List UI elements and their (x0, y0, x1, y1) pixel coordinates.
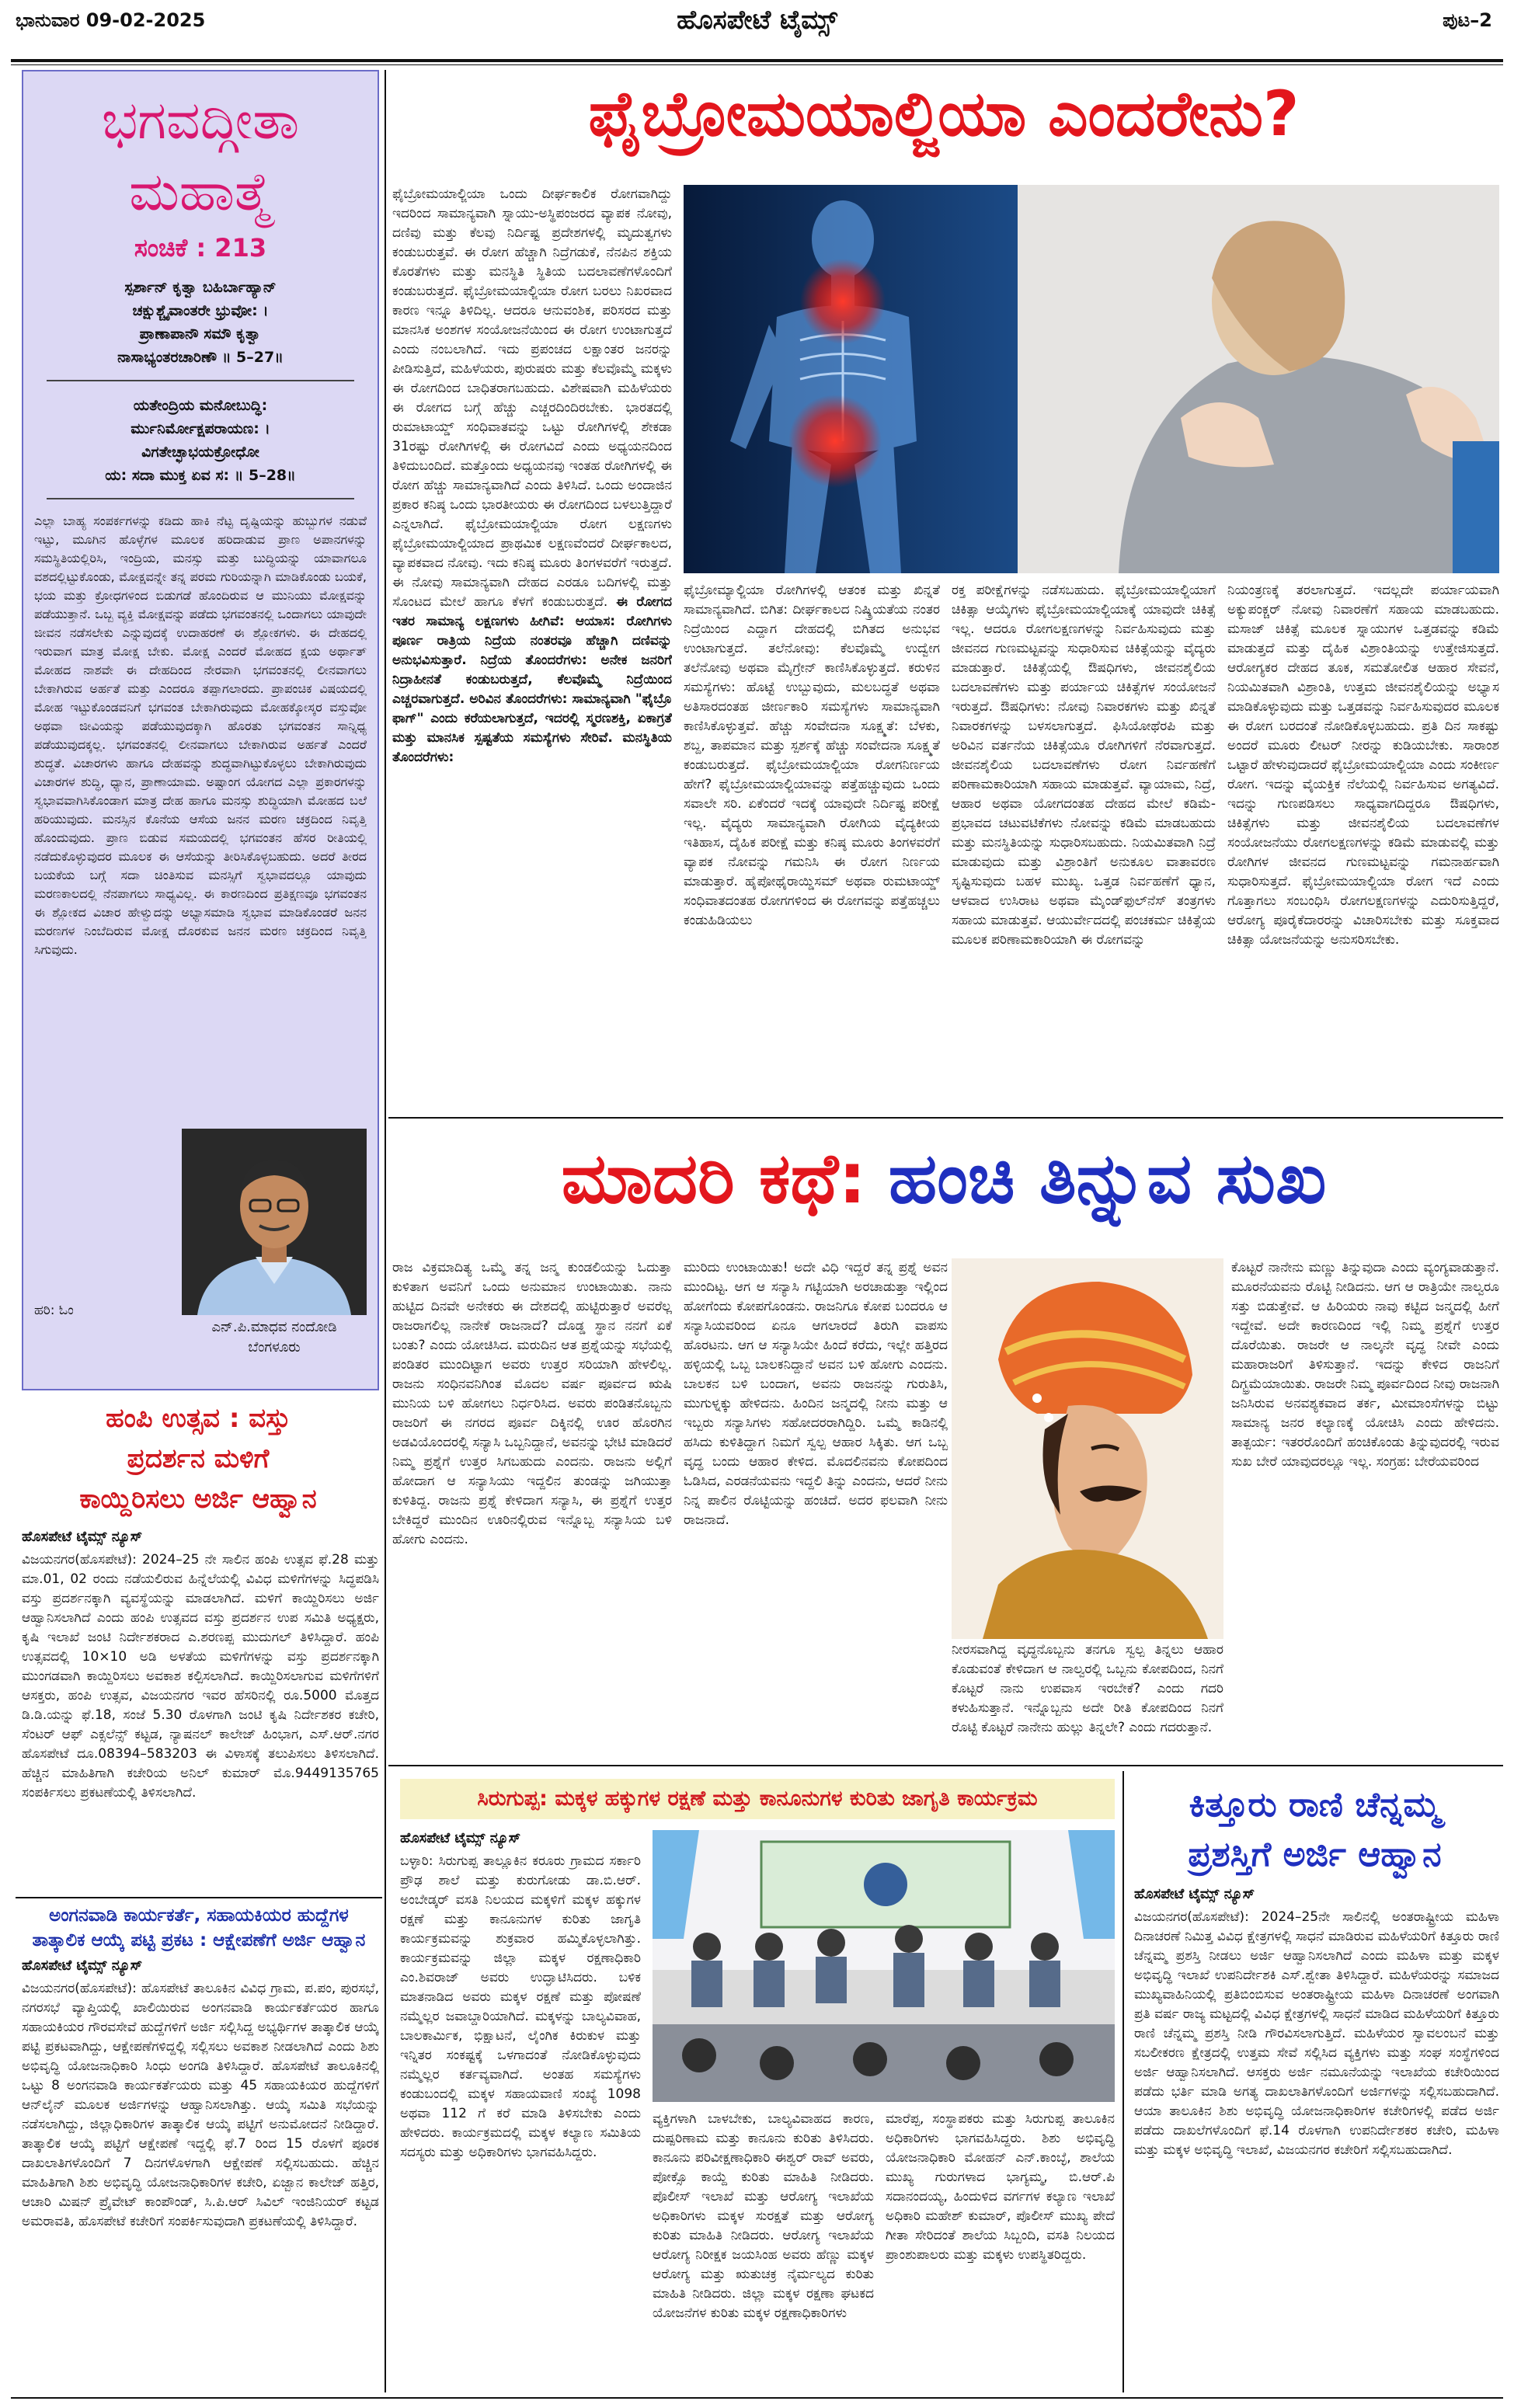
story-column-2: ಮುರಿದು ಉಂಟಾಯಿತು! ಅದೇ ವಿಧಿ ಇದ್ದರೆ ತನ್ನ ಪ್ರಶ್ನೆ ಅವನ ಮುಂದಿಟ್ಟ. ಆಗ ಆ ಸನ್ಯಾಸಿ ಗಟ್ಟಿಯಾಗಿ ಅರಚಾಡುತ್ತಾ ಇಲ್ಲಿಂದ ಹೋಗೆಂದು ಕೋಪಗೊಂಡನು. ರಾಜನಿಗೂ ಕೋಪ ಬಂದರೂ ಆ ಸನ್ಯಾಸಿಯವರಿಂದ ಏನೂ ಆಗಲಾರದೆ ತಿರುಗಿ ವಾಪಸು ಹೊರಟನು. ಆಗ ಆ ಸನ್ಯಾಸಿಯೇ ಹಿಂದೆ ಕರೆದು, ಇಲ್ಲೇ ಹತ್ತಿರದ ಹಳ್ಳಿಯಲ್ಲಿ ಒಬ್ಬ ಬಾಲಕನಿದ್ದಾನೆ ಅವನ ಬಳಿ ಹೋಗು ಎಂದನು. ಬಾಲಕನ ಬಳಿ ಬಂದಾಗ, ಅವನು ರಾಜನನ್ನು ಗುರುತಿಸಿ, ಮುಗುಳ್ನಕ್ಕು ಹೇಳಿದನು. ಹಿಂದಿನ ಜನ್ಮದಲ್ಲಿ ನೀನು ಮತ್ತು ಆ ಇಬ್ಬರು ಸನ್ಯಾಸಿಗಳು ಸಹೋದರರಾಗಿದ್ದಿರಿ. ಒಮ್ಮೆ ಕಾಡಿನಲ್ಲಿ ಹಸಿದು ಕುಳಿತಿದ್ದಾಗ ನಿಮಗೆ ಸ್ವಲ್ಪ ಆಹಾರ ಸಿಕ್ಕಿತು. ಆಗ ಒಬ್ಬ ವೃದ್ಧ ಬಂದು ಆಹಾರ ಕೇಳಿದ. ಮೊದಲಿನವನು ಕೋಪದಿಂದ ಓಡಿಸಿದ, ಎರಡನೆಯವನು ಇದ್ದಲಿ ತಿನ್ನು ಎಂದನು, ಆದರೆ ನೀನು ನಿನ್ನ ಪಾಲಿನ ರೊಟ್ಟಿಯನ್ನು ಹಂಚಿದೆ. ಅದರ ಫಲವಾಗಿ ನೀನು ರಾಜನಾದೆ. (684, 1260, 948, 1528)
siruguppa-headline: ಸಿರುಗುಪ್ಪ: ಮಕ್ಕಳ ಹಕ್ಕುಗಳ ರಕ್ಷಣೆ ಮತ್ತು ಕಾನೂನುಗಳ ಕುರಿತು ಜಾಗೃತಿ ಕಾರ್ಯಕ್ರಮ (400, 1779, 1115, 1819)
section-rule (16, 1897, 382, 1898)
gita-verse-1: ಸ್ಪರ್ಶಾನ್ ಕೃತ್ವಾ ಬಹಿರ್ಬಾಹ್ಯಾನ್ ಚಕ್ಷುಶ್ಚೈವಾಂತರೇ ಭ್ರುವೋ: । ಪ್ರಾಣಾಪಾನೌ ಸಮೌ ಕೃತ್ವಾ ನಾಸಾಭ್ಯಂತರಚಾರಿಣೌ ॥ 5–27॥ (117, 279, 284, 366)
siruguppa-column-1: ಬಳ್ಳಾರಿ: ಸಿರುಗುಪ್ಪ ತಾಲ್ಲೂಕಿನ ಕರೂರು ಗ್ರಾಮದ ಸರ್ಕಾರಿ ಪ್ರೌಢ ಶಾಲೆ ಮತ್ತು ಕುರುಗೋಡು ಡಾ.ಬಿ.ಆರ್. ಅಂಬೇಡ್ಕರ್ ವಸತಿ ನಿಲಯದ ಮಕ್ಕಳಿಗೆ ಮಕ್ಕಳ ಹಕ್ಕುಗಳ ರಕ್ಷಣೆ ಮತ್ತು ಕಾನೂನುಗಳ ಕುರಿತು ಜಾಗೃತಿ ಕಾರ್ಯಕ್ರಮವನ್ನು ಶುಕ್ರವಾರ ಹಮ್ಮಿಕೊಳ್ಳಲಾಗಿತ್ತು. ಕಾರ್ಯಕ್ರಮವನ್ನು ಜಿಲ್ಲಾ ಮಕ್ಕಳ ರಕ್ಷಣಾಧಿಕಾರಿ ಎಂ.ಶಿವರಾಜ್ ಅವರು ಉದ್ಘಾಟಿಸಿದರು. ಬಳಿಕ ಮಾತನಾಡಿದ ಅವರು ಮಕ್ಕಳ ರಕ್ಷಣೆ ಮತ್ತು ಪೋಷಣೆ ನಮ್ಮೆಲ್ಲರ ಜವಾಬ್ದಾರಿಯಾಗಿದೆ. ಮಕ್ಕಳನ್ನು ಬಾಲ್ಯವಿವಾಹ, ಬಾಲಕಾರ್ಮಿಕ, ಭಿಕ್ಷಾಟನೆ, ಲೈಂಗಿಕ ಕಿರುಕುಳ ಮತ್ತು ಇನ್ನಿತರ ಸಂಕಷ್ಟಕ್ಕೆ ಒಳಗಾದಂತೆ ನೋಡಿಕೊಳ್ಳುವುದು ನಮ್ಮೆಲ್ಲರ ಕರ್ತವ್ಯವಾಗಿದೆ. ಅಂತಹ ಸಮಸ್ಯೆಗಳು ಕಂಡುಬಂದಲ್ಲಿ ಮಕ್ಕಳ ಸಹಾಯವಾಣಿ ಸಂಖ್ಯೆ 1098 ಅಥವಾ 112 ಗೆ ಕರೆ ಮಾಡಿ ತಿಳಿಸಬೇಕು ಎಂದು ಹೇಳಿದರು. ಕಾರ್ಯಕ್ರಮದಲ್ಲಿ ಮಕ್ಕಳ ಕಲ್ಯಾಣ ಸಮಿತಿಯ ಸದಸ್ಯರು ಮತ್ತು ಅಧಿಕಾರಿಗಳು ಭಾಗವಹಿಸಿದ್ದರು. (400, 1853, 641, 2160)
masthead-rule-thin (11, 64, 1503, 65)
story-column-4: ಕೊಟ್ಟರೆ ನಾನೇನು ಮಣ್ಣು ತಿನ್ನುವುದಾ ಎಂದು ವ್ಯಂಗ್ಯವಾಡುತ್ತಾನೆ. ಮೂರನೆಯವನು ರೊಟ್ಟಿ ನೀಡಿದನು. ಆಗ ಆ ರಾತ್ರಿಯೇ ನಾಲ್ವರೂ ಸತ್ತು ಬಿಡುತ್ತೇವೆ. ಆ ಹಿರಿಯರು ನಾವು ಕಟ್ಟಿದ ಜನ್ಮದಲ್ಲಿ ಹೀಗೆ ಇದ್ದೇವೆ. ಅದೇ ಕಾರಣದಿಂದ ಇಲ್ಲಿ ನಿಮ್ಮ ಪ್ರಶ್ನೆಗೆ ಉತ್ತರ ದೊರೆಯಿತು. ರಾಜರೇ ಆ ನಾಲ್ಕನೇ ವೃದ್ಧ ನೀವೇ ಎಂದು ಮಹಾರಾಜರಿಗೆ ತಿಳಿಸುತ್ತಾನೆ. ಇದನ್ನು ಕೇಳಿದ ರಾಜನಿಗೆ ದಿಗ್ಭ್ರಮೆಯಾಯಿತು. ರಾಜರೇ ನಿಮ್ಮ ಪೂರ್ವದಿಂದ ನೀವು ರಾಜನಾಗಿ ಜನಿಸಿರುವ ಅನವಶ್ಯಕವಾದ ತರ್ಕ, ಮೀಮಾಂಸೆಗಳನ್ನು ಬಿಟ್ಟು ಸಾಮಾನ್ಯ ಜನರ ಕಲ್ಯಾಣಕ್ಕೆ ಯೋಚಿಸಿ ಎಂದು ಹೇಳಿದನು. ತಾತ್ಪರ್ಯ: ಇತರರೊಂದಿಗೆ ಹಂಚಿಕೊಂಡು ತಿನ್ನುವುದರಲ್ಲಿ ಇರುವ ಸುಖ ಬೇರೆ ಯಾವುದರಲ್ಲೂ ಇಲ್ಲ. ಸಂಗ್ರಹ: ಬೇರೆಯವರಿಂದ (1231, 1260, 1499, 1470)
newspaper-title: ಹೊಸಪೇಟೆ ಟೈಮ್ಸ್ (677, 5, 837, 36)
anganwadi-body: ವಿಜಯನಗರ(ಹೊಸಪೇಟೆ): ಹೊಸಪೇಟೆ ತಾಲೂಕಿನ ವಿವಿಧ ಗ್ರಾಮ, ಪ.ಪಂ, ಪುರಸಭೆ, ನಗರಸಭೆ ವ್ಯಾಪ್ತಿಯಲ್ಲಿ ಖಾಲಿಯಿರುವ ಅಂಗನವಾಡಿ ಕಾರ್ಯಕರ್ತೆಯರ ಹಾಗೂ ಸಹಾಯಕಿಯರ ಗೌರವಸೇವೆ ಹುದ್ದೆಗಳಿಗೆ ಅರ್ಜಿ ಸಲ್ಲಿಸಿದ್ದ ಅಭ್ಯರ್ಥಿಗಳ ತಾತ್ಕಾಲಿಕ ಆಯ್ಕೆ ಪಟ್ಟಿ ಪ್ರಕಟವಾಗಿದ್ದು, ಆಕ್ಷೇಪಣೆಗಳಿದ್ದಲ್ಲಿ ಸಲ್ಲಿಸಲು ಅವಕಾಶ ನೀಡಲಾಗಿದೆ ಎಂದು ಶಿಶು ಅಭಿವೃದ್ಧಿ ಯೋಜನಾಧಿಕಾರಿ ಸಿಂಧು ಅಂಗಡಿ ತಿಳಿಸಿದ್ದಾರೆ. ಹೊಸಪೇಟೆ ತಾಲೂಕಿನಲ್ಲಿ ಒಟ್ಟು 8 ಅಂಗನವಾಡಿ ಕಾರ್ಯಕರ್ತೆಯರು ಮತ್ತು 45 ಸಹಾಯಕಿಯರ ಹುದ್ದೆಗಳಿಗೆ ಆನ್‌ಲೈನ್ ಮೂಲಕ ಅರ್ಜಿಗಳನ್ನು ಆಹ್ವಾನಿಸಲಾಗಿತ್ತು. ಆಯ್ಕೆ ಸಮಿತಿ ಸಭೆಯನ್ನು ನಡೆಸಲಾಗಿದ್ದು, ಜಿಲ್ಲಾಧಿಕಾರಿಗಳ ತಾತ್ಕಾಲಿಕ ಆಯ್ಕೆ ಪಟ್ಟಿಗೆ ಅನುಮೋದನೆ ನೀಡಿದ್ದಾರೆ. ತಾತ್ಕಾಲಿಕ ಆಯ್ಕೆ ಪಟ್ಟಿಗೆ ಆಕ್ಷೇಪಣೆ ಇದ್ದಲ್ಲಿ ಫೆ.7 ರಿಂದ 15 ರೊಳಗೆ ಪೂರಕ ದಾಖಲಾತಿಗಳೊಂದಿಗೆ 7 ದಿನಗಳೊಳಗಾಗಿ ಆಕ್ಷೇಪಣೆ ಸಲ್ಲಿಸಬಹುದು. ಹೆಚ್ಚಿನ ಮಾಹಿತಿಗಾಗಿ ಶಿಶು ಅಭಿವೃದ್ಧಿ ಯೋಜನಾಧಿಕಾರಿಗಳ ಕಚೇರಿ, ಏಜ್ಬಾನ ಕಾಲೇಜ್ ಹತ್ತಿರ, ಆಚಾರಿ ಮಿಷನ್ ಪ್ರೈವೇಟ್ ಕಾಂಪೌಂಡ್, ಸಿ.ಪಿ.ಆರ್ ಸಿವಿಲ್ ಇಂಜಿನಿಯರ್ ಕಟ್ಟಡ ಅಮರಾವತಿ, ಹೊಸಪೇಟೆ ಕಚೇರಿಗೆ ಸಂಪರ್ಕಿಸುವುದಾಗಿ ಪ್ರಕಟಣೆಯಲ್ಲಿ ತಿಳಿಸಿದ್ದಾರೆ. (22, 1981, 379, 2229)
kittur-body: ವಿಜಯನಗರ(ಹೊಸಪೇಟೆ): 2024–25ನೇ ಸಾಲಿನಲ್ಲಿ ಅಂತರಾಷ್ಟ್ರೀಯ ಮಹಿಳಾ ದಿನಾಚರಣೆ ನಿಮಿತ್ತ ವಿವಿಧ ಕ್ಷೇತ್ರಗಳಲ್ಲಿ ಸಾಧನೆ ಮಾಡಿರುವ ಮಹಿಳೆಯರಿಗೆ ಕಿತ್ತೂರು ರಾಣಿ ಚೆನ್ನಮ್ಮ ಪ್ರಶಸ್ತಿ ನೀಡಲು ಅರ್ಜಿ ಆಹ್ವಾನಿಸಲಾಗಿದೆ ಎಂದು ಮಹಿಳಾ ಮತ್ತು ಮಕ್ಕಳ ಅಭಿವೃದ್ಧಿ ಇಲಾಖೆ ಉಪನಿರ್ದೇಶಕಿ ಎಸ್.ಶ್ವೇತಾ ತಿಳಿಸಿದ್ದಾರೆ. ಮಹಿಳೆಯರನ್ನು ಸಮಾಜದ ಮುಖ್ಯವಾಹಿನಿಯಲ್ಲಿ ಪ್ರತಿಬಿಂಬಿಸುವ ಅಂತರಾಷ್ಟ್ರೀಯ ಮಹಿಳಾ ದಿನಾಚರಣೆ ಅಂಗವಾಗಿ ಪ್ರತಿ ವರ್ಷ ರಾಜ್ಯ ಮಟ್ಟದಲ್ಲಿ ವಿವಿಧ ಕ್ಷೇತ್ರಗಳಲ್ಲಿ ಸಾಧನೆ ಮಾಡಿದ ಮಹಿಳೆಯರಿಗೆ ಕಿತ್ತೂರು ರಾಣಿ ಚೆನ್ನಮ್ಮ ಪ್ರಶಸ್ತಿ ನೀಡಿ ಗೌರವಿಸಲಾಗುತ್ತಿದೆ. ಮಹಿಳೆಯರ ಸ್ವಾವಲಂಬನೆ ಮತ್ತು ಸಬಲೀಕರಣ ಕ್ಷೇತ್ರದಲ್ಲಿ ಉತ್ತಮ ಸೇವೆ ಸಲ್ಲಿಸಿದ ವ್ಯಕ್ತಿಗಳು ಮತ್ತು ಸಂಘ ಸಂಸ್ಥೆಗಳಿಂದ ಅರ್ಜಿ ಆಹ್ವಾನಿಸಲಾಗಿದೆ. ಆಸಕ್ತರು ಅರ್ಜಿ ನಮೂನೆಯನ್ನು ಇಲಾಖೆಯ ಕಚೇರಿಯಿಂದ ಪಡೆದು ಭರ್ತಿ ಮಾಡಿ ಅಗತ್ಯ ದಾಖಲಾತಿಗಳೊಂದಿಗೆ ಅರ್ಜಿಗಳನ್ನು ಸಲ್ಲಿಸಬಹುದಾಗಿದೆ. ಆಯಾ ತಾಲೂಕಿನ ಶಿಶು ಅಭಿವೃದ್ಧಿ ಯೋಜನಾಧಿಕಾರಿಗಳ ಕಚೇರಿಗಳಲ್ಲಿ ಪಡೆದ ಅರ್ಜಿ ಪಡೆದು ದಾಖಲೆಗಳೊಂದಿಗೆ ಫೆ.14 ರೊಳಗಾಗಿ ಉಪನಿರ್ದೇಶಕರ ಕಚೇರಿ, ಮಹಿಳಾ ಮತ್ತು ಮಕ್ಕಳ ಅಭಿವೃದ್ಧಿ ಇಲಾಖೆ, ವಿಜಯನಗರ ಕಚೇರಿಗೆ ಸಲ್ಲಿಸಬಹುದಾಗಿದೆ. (1134, 1909, 1499, 2158)
anganwadi-headline: ಅಂಗನವಾಡಿ ಕಾರ್ಯಕರ್ತೆ, ಸಹಾಯಕಿಯರ ಹುದ್ದೆಗಳ ತಾತ್ಕಾಲಿಕ ಆಯ್ಕೆ ಪಟ್ಟಿ ಪ್ರಕಟ : ಆಕ್ಷೇಪಣೆಗೆ ಅರ್ಜಿ ಆಹ್ವಾನ (32, 1905, 366, 1950)
footer-rule (11, 2397, 1503, 2399)
story-column-1: ರಾಜ ವಿಕ್ರಮಾದಿತ್ಯ ಒಮ್ಮೆ ತನ್ನ ಜನ್ಮ ಕುಂಡಲಿಯನ್ನು ಓದುತ್ತಾ ಕುಳಿತಾಗ ಅವನಿಗೆ ಒಂದು ಅನುಮಾನ ಉಂಟಾಯಿತು. ನಾನು ಹುಟ್ಟಿದ ದಿನವೇ ಅನೇಕರು ಈ ದೇಶದಲ್ಲಿ ಹುಟ್ಟಿರುತ್ತಾರೆ ಅವರೆಲ್ಲ ರಾಜರಾಗಲಿಲ್ಲ ನಾನೇಕೆ ರಾಜನಾದೆ? ದೊಡ್ಡ ಸ್ಥಾನ ನನಗೆ ಏಕೆ ಬಂತು? ಎಂದು ಯೋಚಿಸಿದ. ಮರುದಿನ ಆತ ಪ್ರಶ್ನೆಯನ್ನು ಸಭೆಯಲ್ಲಿ ಪಂಡಿತರ ಮುಂದಿಟ್ಟಾಗ ಅವರು ಉತ್ತರ ಸರಿಯಾಗಿ ಹೇಳಲಿಲ್ಲ. ರಾಜನು ಸಂಧಿನವನಿಗಿಂತ ಮೊದಲ ವರ್ಷ ಪೂರ್ವದ ಋಷಿ ಮುನಿಯ ಬಳಿ ಹೋಗಲು ನಿರ್ಧರಿಸಿದ. ಅವರು ಪಂಡಿತನೊಬ್ಬನು ರಾಜರಿಗೆ ಈ ನಗರದ ಪೂರ್ವ ದಿಕ್ಕಿನಲ್ಲಿ ಊರ ಹೊರಗಿನ ಅಡವಿಯೊಂದರಲ್ಲಿ ಸನ್ಯಾಸಿ ಒಬ್ಬನಿದ್ದಾನೆ, ಅವನನ್ನು ಭೇಟಿ ಮಾಡಿದರೆ ನಿಮ್ಮ ಪ್ರಶ್ನೆಗೆ ಉತ್ತರ ಸಿಗಬಹುದು ಎಂದನು. ರಾಜನು ಅಲ್ಲಿಗೆ ಹೋದಾಗ ಆ ಸನ್ಯಾಸಿಯು ಇದ್ದಲಿನ ತುಂಡನ್ನು ಜಗಿಯುತ್ತಾ ಕುಳಿತಿದ್ದ. ರಾಜನು ಪ್ರಶ್ನೆ ಕೇಳಿದಾಗ ಸನ್ಯಾಸಿ, ಈ ಪ್ರಶ್ನೆಗೆ ಉತ್ತರ ಬೇಕಿದ್ದರೆ ಮುಂದಿನ ಊರಿನಲ್ಲಿರುವ ಇನ್ನೊಬ್ಬ ಸನ್ಯಾಸಿಯ ಬಳಿ ಹೋಗು ಎಂದನು. (392, 1260, 672, 1547)
section-rule (388, 1765, 1503, 1766)
story-column-3: ನೀರಸವಾಗಿದ್ದ ವೃದ್ಧನೊಬ್ಬನು ತನಗೂ ಸ್ವಲ್ಪ ತಿನ್ನಲು ಆಹಾರ ಕೊಡುವಂತೆ ಕೇಳಿದಾಗ ಆ ನಾಲ್ವರಲ್ಲಿ ಒಬ್ಬನು ಕೋಪದಿಂದ, ನಿನಗೆ ಕೊಟ್ಟರೆ ನಾನು ಉಪವಾಸ ಇರಬೇಕೆ? ಎಂದು ಗದರಿ ಕಳುಹಿಸುತ್ತಾನೆ. ಇನ್ನೊಬ್ಬನು ಅದೇ ರೀತಿ ಕೋಪದಿಂದ ನಿನಗೆ ರೊಟ್ಟಿ ಕೊಟ್ಟರೆ ನಾನೇನು ಹುಲ್ಲು ತಿನ್ನಲೇ? ಎಂದು ಗದರುತ್ತಾನೆ. (952, 1642, 1223, 1735)
kittur-byline: ಹೊಸಪೇಟೆ ಟೈಮ್ಸ್ ನ್ಯೂಸ್ (1134, 1886, 1255, 1902)
gita-title: ಭಗವದ್ಗೀತಾ ಮಹಾತ್ಮೆ (101, 90, 300, 223)
fibro-photo (684, 185, 1499, 573)
gita-commentary: ಎಲ್ಲಾ ಬಾಹ್ಯ ಸಂಪರ್ಕಗಳನ್ನು ಕಡಿದು ಹಾಕಿ ನೆಟ್ಟ ದೃಷ್ಟಿಯನ್ನು ಹುಬ್ಬುಗಳ ನಡುವೆ ಇಟ್ಟು, ಮೂಗಿನ ಹೊಳ್ಳೆಗಳ ಮೂಲಕ ಹರಿದಾಡುವ ಪ್ರಾಣ ಅಪಾನಗಳನ್ನು ಸಮಸ್ಥಿತಿಯಲ್ಲಿರಿಸಿ, ಇಂದ್ರಿಯ, ಮನಸ್ಸು ಮತ್ತು ಬುದ್ಧಿಯನ್ನು ಯಾವಾಗಲೂ ವಶದಲ್ಲಿಟ್ಟುಕೊಂಡು, ಮೋಕ್ಷವನ್ನೇ ತನ್ನ ಪರಮ ಗುರಿಯನ್ನಾಗಿ ಮಾಡಿಕೊಂಡು ಬಯಕೆ, ಭಯ ಮತ್ತು ಕ್ರೋಧಗಳಿಂದ ಬಿಡುಗಡೆ ಹೊಂದಿರುವ ಆ ಮುನಿಯು ಮೋಕ್ಷವನ್ನು ಪಡೆಯುತ್ತಾನೆ. ಒಬ್ಬ ವ್ಯಕ್ತಿ ಮೋಕ್ಷವನ್ನು ಪಡೆದು ಭಗವಂತನಲ್ಲಿ ಒಂದಾಗಲು ಯಾವುದೇ ಜೀವನ ನಡೆಸಲೇಕು ಎನ್ನುವುದಕ್ಕೆ ಉದಾಹರಣೆ ಈ ಶ್ಲೋಕಗಳು. ಈ ದೇಹದಲ್ಲಿ ಇರುವಾಗ ಮಾತ್ರ ಮೋಕ್ಷ ಬೇಕು. ಮೋಕ್ಷ ಎಂದರೆ ಮೋಹದ ಕ್ಷಯ ಅರ್ಥಾತ್ ಮೋಹದ ನಾಶವೇ ಈ ದೇಹದಿಂದ ನೇರವಾಗಿ ಭಗವಂತನಲ್ಲಿ ಲೀನವಾಗಲು ಬೇಕಾಗಿರುವ ಅರ್ಹತೆ ಮತ್ತು ಎಂದರೂ ತಪ್ಪಾಗಲಾರದು. ಪ್ರಾಪಂಚಿಕ ವಿಷಯದಲ್ಲಿ ಮೋಹ ಇಟ್ಟುಕೊಂಡವನಿಗೆ ಭಗವಂತ ಬೇಕಾಗಿರುವುದು ಮೋಹಕ್ಕೋಸ್ಕರ ವಸ್ತುವೋ ಅಥವಾ ಜೀವಿಯನ್ನು ಪಡೆಯುವುದಕ್ಕಾಗಿ ಹೊರತು ಭಗವಂತನ ಸಾನ್ನಿಧ್ಯ ಪಡೆಯುವುದಕ್ಕಲ್ಲ. ಭಗವಂತನಲ್ಲಿ ಲೀನವಾಗಲು ಬೇಕಾಗಿರುವ ಅರ್ಹತೆ ಎಂದರೆ ಶುದ್ಧತೆ. ವಿಚಾರಗಳು ಹಾಗೂ ದೇಹವನ್ನು ಶುದ್ಧವಾಗಿಟ್ಟುಕೊಳ್ಳಲು ಬೇಕಾಗಿರುವುದು ವಿಚಾರಗಳ ಶುದ್ಧಿ, ಧ್ಯಾನ, ಪ್ರಾಣಾಯಾಮ. ಅಷ್ಟಾಂಗ ಯೋಗದ ಎಲ್ಲಾ ಪ್ರಕಾರಗಳನ್ನು ಸ್ವಭಾವವಾಗಿಸಿಕೊಂಡಾಗ ಮಾತ್ರ ದೇಹ ಹಾಗೂ ಮನಸ್ಸು ಶುದ್ಧಿಯಾಗಿ ಮೋಹದ ಬಲೆ ಹರಿಯುವುದು. ಮನಸ್ಸಿನ ಕೊನೆಯ ಆಸೆಯ ಜನನ ಮರಣ ಚಕ್ರದಿಂದ ನಿವೃತ್ತಿ ಹೊಂದುವುದು. ಪ್ರಾಣ ಬಿಡುವ ಸಮಯದಲ್ಲಿ ಭಗವಂತನ ಹೆಸರ ರೀತಿಯಲ್ಲಿ ನಡೆದುಕೊಳ್ಳುವುದರ ಮೂಲಕ ಈ ಆಸೆಯನ್ನು ತೀರಿಸಿಕೊಳ್ಳಬಹುದು. ಅದರೆ ತೀರದ ಬಯಕೆಯ ಬಗ್ಗೆ ಸದಾ ಚಿಂತಿಸುವ ಮನಸ್ಸಿಗೆ ಸ್ವಭಾವದಲ್ಲೂ ಯಾವುದು ಮರಣಕಾಲದಲ್ಲಿ ನೆನಪಾಗಲು ಸಾಧ್ಯವಿಲ್ಲ. ಈ ಕಾರಣದಿಂದ ಪ್ರತಿಕ್ಷಣವೂ ಭಗವಂತನ ಈ ಶ್ಲೋಕದ ವಿಚಾರ ಹೇಳ್ವುದನ್ನು ಅಭ್ಯಾಸಮಾಡಿ ಸ್ವಭಾವ ಮಾಡಿಕೊಂಡರೆ ಜನನ ಮರಣಗಳ ನಿಂಬೆದಿರುವ ಮೋಕ್ಷ ದೊರಕುವ ಜನನ ಮರಣ ಚಕ್ರದಿಂದ ನಿವೃತ್ತಿ ಸಿಗುವುದು. (34, 513, 367, 957)
siruguppa-column-2: ವ್ಯಕ್ತಿಗಳಾಗಿ ಬಾಳಬೇಕು, ಬಾಲ್ಯವಿವಾಹದ ಕಾರಣ, ದುಷ್ಪರಿಣಾಮ ಮತ್ತು ಕಾನೂನು ಕುರಿತು ತಿಳಿಸಿದರು. ಕಾನೂನು ಪರಿವೀಕ್ಷಣಾಧಿಕಾರಿ ಈಶ್ವರ್ ರಾವ್ ಅವರು, ಪೋಕ್ಸೊ ಕಾಯ್ದೆ ಕುರಿತು ಮಾಹಿತಿ ನೀಡಿದರು. ಪೊಲೀಸ್ ಇಲಾಖೆ ಮತ್ತು ಆರೋಗ್ಯ ಇಲಾಖೆಯ ಅಧಿಕಾರಿಗಳು ಮಕ್ಕಳ ಸುರಕ್ಷತೆ ಮತ್ತು ಆರೋಗ್ಯ ಕುರಿತು ಮಾಹಿತಿ ನೀಡಿದರು. ಆರೋಗ್ಯ ಇಲಾಖೆಯ ಆರೋಗ್ಯ ನಿರೀಕ್ಷಕ ಜಯಸಿಂಹ ಅವರು ಹೆಣ್ಣು ಮಕ್ಕಳ ಆರೋಗ್ಯ ಮತ್ತು ಋತುಚಕ್ರ ನೈರ್ಮಲ್ಯದ ಕುರಿತು ಮಾಹಿತಿ ನೀಡಿದರು. ಜಿಲ್ಲಾ ಮಕ್ಕಳ ರಕ್ಷಣಾ ಘಟಕದ ಯೋಜನೆಗಳ ಕುರಿತು ಮಕ್ಕಳ ರಕ್ಷಣಾಧಿಕಾರಿಗಳು (653, 2111, 874, 2321)
verse-divider (47, 498, 354, 499)
siruguppa-event-photo (653, 1830, 1115, 2102)
hampi-byline: ಹೊಸಪೇಟೆ ಟೈಮ್ಸ್ ನ್ಯೂಸ್ (22, 1529, 143, 1545)
column-rule (1122, 1771, 1124, 2392)
fibro-column-1: ಫೈಬ್ರೋಮಯಾಲ್ಜಿಯಾ ಒಂದು ದೀರ್ಘಕಾಲಿಕ ರೋಗವಾಗಿದ್ದು ಇದರಿಂದ ಸಾಮಾನ್ಯವಾಗಿ ಸ್ನಾಯು-ಅಸ್ಥಿಪಂಜರದ ವ್ಯಾಪಕ ನೋವು, ದಣಿವು ಮತ್ತು ಕೆಲವು ನಿರ್ದಿಷ್ಟ ಪ್ರದೇಶಗಳಲ್ಲಿ ಮೃದುತ್ವಗಳು ಕಂಡುಬರುತ್ತವೆ. ಈ ರೋಗ ಹೆಚ್ಚಾಗಿ ನಿದ್ರೆಗಡುಕೆ, ನೆನಪಿನ ಶಕ್ತಿಯ ಕೊರತೆಗಳು ಮತ್ತು ಮನಸ್ಥಿತಿ ಸ್ಥಿತಿಯ ಬದಲಾವಣೆಗಳೊಂದಿಗೆ ಕಂಡುಬರುತ್ತದೆ. ಫೈಬ್ರೋಮಯಾಲ್ಜಿಯಾ ರೋಗ ಬರಲು ನಿಖರವಾದ ಕಾರಣ ಇನ್ನೂ ತಿಳಿದಿಲ್ಲ. ಆದರೂ ಆನುವಂಶಿಕ, ಪರಿಸರದ ಮತ್ತು ಮಾನಸಿಕ ಅಂಶಗಳ ಸಂಯೋಜನೆಯಿಂದ ಈ ರೋಗ ಉಂಟಾಗುತ್ತದೆ ಎಂದು ನಂಬಲಾಗಿದೆ. ಇದು ಪ್ರಪಂಚದ ಲಕ್ಷಾಂತರ ಜನರನ್ನು ಪೀಡಿಸುತ್ತಿದೆ, ಮಹಿಳೆಯರು, ಪುರುಷರು ಮತ್ತು ಕೆಲವೊಮ್ಮೆ ಮಕ್ಕಳು ಈ ರೋಗದಿಂದ ಬಾಧಿತರಾಗಬಹುದು. ವಿಶೇಷವಾಗಿ ಮಹಿಳೆಯರು ಈ ರೋಗದ ಬಗ್ಗೆ ಹೆಚ್ಚು ಎಚ್ಚರದಿಂದಿರಬೇಕು. ಭಾರತದಲ್ಲಿ ರುಮಾಟಾಯ್ಡ್ ಸಂಧಿವಾತವನ್ನು ಒಟ್ಟು ರೋಗಿಗಳಲ್ಲಿ ಶೇಕಡಾ 31ರಷ್ಟು ರೋಗಿಗಳಲ್ಲಿ ಈ ರೋಗವಿದೆ ಎಂದು ಅಧ್ಯಯನದಿಂದ ತಿಳಿದುಬಂದಿದೆ. ಮತ್ತೊಂದು ಅಧ್ಯಯನವು ಇಂತಹ ರೋಗಿಗಳಲ್ಲಿ ಈ ರೋಗ ಹೆಚ್ಚು ಸಾಮಾನ್ಯವಾಗಿದೆ ಎಂದು ತಿಳಿಸಿದೆ. ಒಂದು ಅಂದಾಜಿನ ಪ್ರಕಾರ ಕನಿಷ್ಠ ಒಂದು ಭಾರತೀಯರು ಈ ರೋಗದಿಂದ ಬಳಲುತ್ತಿದ್ದಾರೆ ಎನ್ನಲಾಗಿದೆ. ಫೈಬ್ರೋಮಯಾಲ್ಜಿಯಾ ರೋಗ ಲಕ್ಷಣಗಳು ಫೈಬ್ರೋಮಯಾಲ್ಜಿಯಾದ ಪ್ರಾಥಮಿಕ ಲಕ್ಷಣವೆಂದರೆ ದೀರ್ಘಕಾಲದ, ವ್ಯಾಪಕವಾದ ನೋವು. ಇದು ಕನಿಷ್ಠ ಮೂರು ತಿಂಗಳವರೆಗೆ ಇರುತ್ತದೆ. ಈ ನೋವು ಸಾಮಾನ್ಯವಾಗಿ ದೇಹದ ಎರಡೂ ಬದಿಗಳಲ್ಲಿ ಮತ್ತು ಸೊಂಟದ ಮೇಲೆ ಹಾಗೂ ಕೆಳಗೆ ಕಂಡುಬರುತ್ತದೆ. ಈ ರೋಗದ ಇತರ ಸಾಮಾನ್ಯ ಲಕ್ಷಣಗಳು ಹೀಗಿವೆ: ಆಯಾಸ: ರೋಗಿಗಳು ಪೂರ್ಣ ರಾತ್ರಿಯ ನಿದ್ರೆಯ ನಂತರವೂ ಹೆಚ್ಚಾಗಿ ದಣಿವನ್ನು ಅನುಭವಿಸುತ್ತಾರೆ. ನಿದ್ರೆಯ ತೊಂದರೆಗಳು: ಅನೇಕ ಜನರಿಗೆ ನಿದ್ರಾಹೀನತೆ ಕಂಡುಬರುತ್ತದೆ, ಕೆಲವೊಮ್ಮೆ ನಿದ್ರೆಯಿಂದ ಎಚ್ಚರವಾಗುತ್ತದೆ. ಅರಿವಿನ ತೊಂದರೆಗಳು: ಸಾಮಾನ್ಯವಾಗಿ "ಫೈಬ್ರೊ ಫಾಗ್" ಎಂದು ಕರೆಯಲಾಗುತ್ತದೆ, ಇದರಲ್ಲಿ ಸ್ಮರಣಶಕ್ತಿ, ಏಕಾಗ್ರತೆ ಮತ್ತು ಮಾನಸಿಕ ಸ್ಪಷ್ಟತೆಯ ಸಮಸ್ಯೆಗಳು ಸೇರಿವೆ. ಮನಸ್ಥಿತಿಯ ತೊಂದರೆಗಳು: (392, 186, 672, 765)
hampi-headline: ಹಂಪಿ ಉತ್ಸವ : ವಸ್ತು ಪ್ರದರ್ಶನ ಮಳಿಗೆ ಕಾಯ್ದಿರಿಸಲು ಅರ್ಜಿ ಆಹ್ವಾನ (79, 1403, 317, 1515)
masthead-rule (11, 59, 1503, 62)
anganwadi-byline: ಹೊಸಪೇಟೆ ಟೈಮ್ಸ್ ನ್ಯೂಸ್ (22, 1957, 143, 1974)
siruguppa-column-3: ಮಾರೆಪ್ಪ, ಸಂಸ್ಥಾಪಕರು ಮತ್ತು ಸಿರುಗುಪ್ಪ ತಾಲೂಕಿನ ಅಧಿಕಾರಿಗಳು ಭಾಗವಹಿಸಿದ್ದರು. ಶಿಶು ಅಭಿವೃದ್ಧಿ ಯೋಜನಾಧಿಕಾರಿ ಮೋಹನ್ ಎನ್.ಕಾಂಬ್ಳೆ, ಶಾಲೆಯ ಮುಖ್ಯ ಗುರುಗಳಾದ ಭಾಗ್ಯಮ್ಮ, ಬಿ.ಆರ್.ಪಿ ಸದಾನಂದಯ್ಯ, ಹಿಂದುಳಿದ ವರ್ಗಗಳ ಕಲ್ಯಾಣ ಇಲಾಖೆ ಅಧಿಕಾರಿ ಮಹೇಶ್ ಕುಮಾರ್, ಪೊಲೀಸ್ ಮುಖ್ಯ ಪೇದೆ ಗೀತಾ ಸೇರಿದಂತೆ ಶಾಲೆಯ ಸಿಬ್ಬಂದಿ, ವಸತಿ ನಿಲಯದ ಪ್ರಾಂಶುಪಾಲರು ಮತ್ತು ಮಕ್ಕಳು ಉಪಸ್ಥಿತರಿದ್ದರು. (886, 2111, 1115, 2263)
story-headline: ಮಾದರಿ ಕಥೆ: ಹಂಚಿ ತಿನ್ನುವ ಸುಖ (561, 1138, 1327, 1220)
gita-verse-2: ಯತೇಂದ್ರಿಯ ಮನೋಬುದ್ಧಿ: ರ್ಮುನಿರ್ಮೋಕ್ಷಪರಾಯಣ: । ವಿಗತೇಚ್ಛಾಭಯಕ್ರೋಧೋ ಯ: ಸದಾ ಮುಕ್ತ ಏವ ಸ: ॥ 5–28॥ (105, 397, 296, 484)
author-photo (182, 1129, 367, 1315)
fibro-column-2: ಫೈಬ್ರೋಮ್ಯಾಲ್ಜಿಯಾ ರೋಗಿಗಳಲ್ಲಿ ಆತಂಕ ಮತ್ತು ಖಿನ್ನತೆ ಸಾಮಾನ್ಯವಾಗಿದೆ. ಬಿಗಿತ: ದೀರ್ಘಕಾಲದ ನಿಷ್ಕ್ರಿಯತೆಯ ನಂತರ ನಿದ್ರೆಯಿಂದ ಎದ್ದಾಗ ದೇಹದಲ್ಲಿ ಬಿಗಿತದ ಅನುಭವ ಉಂಟಾಗುತ್ತದೆ. ತಲೆನೋವು: ಕೆಲವೊಮ್ಮೆ ಉದ್ವೇಗ ತಲೆನೋವು ಅಥವಾ ಮೈಗ್ರೇನ್ ಕಾಣಿಸಿಕೊಳ್ಳುತ್ತದೆ. ಕರುಳಿನ ಸಮಸ್ಯೆಗಳು: ಹೊಟ್ಟೆ ಉಬ್ಬುವುದು, ಮಲಬದ್ಧತೆ ಅಥವಾ ಅತಿಸಾರದಂತಹ ಜೀರ್ಣಕಾರಿ ಸಮಸ್ಯೆಗಳು ಸಾಮಾನ್ಯವಾಗಿ ಕಾಣಿಸಿಕೊಳ್ಳುತ್ತವೆ. ಹೆಚ್ಚು ಸಂವೇದನಾ ಸೂಕ್ಷ್ಮತೆ: ಬೆಳಕು, ಶಬ್ದ, ತಾಪಮಾನ ಮತ್ತು ಸ್ಪರ್ಶಕ್ಕೆ ಹೆಚ್ಚು ಸಂವೇದನಾ ಸೂಕ್ಷ್ಮತೆ ಕಂಡುಬರುತ್ತದೆ. ಫೈಬ್ರೋಮಯಾಲ್ಜಿಯಾ ರೋಗನಿರ್ಣಯ ಹೇಗೆ? ಫೈಬ್ರೋಮಯಾಲ್ಜಿಯಾವನ್ನು ಪತ್ತೆಹಚ್ಚುವುದು ಒಂದು ಸವಾಲೇ ಸರಿ. ಏಕೆಂದರೆ ಇದಕ್ಕೆ ಯಾವುದೇ ನಿರ್ದಿಷ್ಟ ಪರೀಕ್ಷೆ ಇಲ್ಲ. ವೈದ್ಯರು ಸಾಮಾನ್ಯವಾಗಿ ರೋಗಿಯ ವೈದ್ಯಕೀಯ ಇತಿಹಾಸ, ದೈಹಿಕ ಪರೀಕ್ಷೆ ಮತ್ತು ಕನಿಷ್ಠ ಮೂರು ತಿಂಗಳವರೆಗೆ ವ್ಯಾಪಕ ನೋವನ್ನು ಗಮನಿಸಿ ಈ ರೋಗ ನಿರ್ಣಯ ಮಾಡುತ್ತಾರೆ. ಹೈಪೋಥೈರಾಯ್ಡಿಸಮ್ ಅಥವಾ ರುಮಟಾಯ್ಡ್ ಸಂಧಿವಾತದಂತಹ ರೋಗಗಳಿಂದ ಈ ರೋಗವನ್ನು ಪತ್ತೆಹಚ್ಚಲು ಕಂಡುಹಿಡಿಯಲು (684, 583, 940, 928)
verse-divider (47, 380, 354, 381)
story-king-image (952, 1258, 1223, 1639)
author-caption: ಎನ್.ಪಿ.ಮಾಧವ ನಂದೋಡಿ ಬೆಂಗಳೂರು (211, 1319, 337, 1355)
page-number: ಪುಟ–2 (1443, 9, 1492, 31)
column-rule (385, 70, 386, 1771)
gita-issue-number: ಸಂಚಿಕೆ : 213 (134, 233, 267, 263)
fibro-column-3: ರಕ್ತ ಪರೀಕ್ಷೆಗಳನ್ನು ನಡೆಸಬಹುದು. ಫೈಬ್ರೋಮಯಾಲ್ಜಿಯಾಗೆ ಚಿಕಿತ್ಸಾ ಆಯ್ಕೆಗಳು ಫೈಬ್ರೋಮಯಾಲ್ಜಿಯಾಕ್ಕೆ ಯಾವುದೇ ಚಿಕಿತ್ಸೆ ಇಲ್ಲ. ಆದರೂ ರೋಗಲಕ್ಷಣಗಳನ್ನು ನಿರ್ವಹಿಸುವುದು ಮತ್ತು ಜೀವನದ ಗುಣಮಟ್ಟವನ್ನು ಸುಧಾರಿಸುವ ಚಿಕಿತ್ಸೆಯನ್ನು ವೈದ್ಯರು ಮಾಡುತ್ತಾರೆ. ಚಿಕಿತ್ಸೆಯಲ್ಲಿ ಔಷಧಿಗಳು, ಜೀವನಶೈಲಿಯ ಬದಲಾವಣೆಗಳು ಮತ್ತು ಪರ್ಯಾಯ ಚಿಕಿತ್ಸೆಗಳ ಸಂಯೋಜನೆ ಇರುತ್ತದೆ. ಔಷಧಿಗಳು: ನೋವು ನಿವಾರಕಗಳು ಮತ್ತು ಖಿನ್ನತೆ ನಿವಾರಕಗಳನ್ನು ಬಳಸಲಾಗುತ್ತದೆ. ಫಿಸಿಯೋಥೆರಪಿ ಮತ್ತು ಅರಿವಿನ ವರ್ತನೆಯ ಚಿಕಿತ್ಸೆಯೂ ರೋಗಿಗಳಿಗೆ ನೆರವಾಗುತ್ತದೆ. ಜೀವನಶೈಲಿಯ ಬದಲಾವಣೆಗಳು ರೋಗ ನಿರ್ವಹಣೆಗೆ ಪರಿಣಾಮಕಾರಿಯಾಗಿ ಸಹಾಯ ಮಾಡುತ್ತವೆ. ವ್ಯಾಯಾಮ, ನಿದ್ರೆ, ಆಹಾರ ಅಥವಾ ಯೋಗದಂತಹ ದೇಹದ ಮೇಲೆ ಕಡಿಮೆ-ಪ್ರಭಾವದ ಚಟುವಟಿಕೆಗಳು ನೋವನ್ನು ಕಡಿಮೆ ಮಾಡಬಹುದು ಮತ್ತು ಮನಸ್ಥಿತಿಯನ್ನು ಸುಧಾರಿಸಬಹುದು. ನಿಯಮಿತವಾಗಿ ನಿದ್ರೆ ಮಾಡುವುದು ಮತ್ತು ವಿಶ್ರಾಂತಿಗೆ ಅನುಕೂಲ ವಾತಾವರಣ ಸೃಷ್ಟಿಸುವುದು ಬಹಳ ಮುಖ್ಯ. ಒತ್ತಡ ನಿರ್ವಹಣೆಗೆ ಧ್ಯಾನ, ಆಳವಾದ ಉಸಿರಾಟ ಅಥವಾ ಮೈಂಡ್‌ಫುಲ್‌ನೆಸ್ ತಂತ್ರಗಳು ಸಹಾಯ ಮಾಡುತ್ತವೆ. ಆಯುರ್ವೇದದಲ್ಲಿ ಪಂಚಕರ್ಮ ಚಿಕಿತ್ಸೆಯ ಮೂಲಕ ಪರಿಣಾಮಕಾರಿಯಾಗಿ ಈ ರೋಗವನ್ನು (952, 583, 1216, 948)
fibro-headline: ಫೈಬ್ರೋಮಯಾಲ್ಜಿಯಾ ಎಂದರೇನು? (588, 78, 1300, 150)
issue-date: ಭಾನುವಾರ 09-02-2025 (16, 9, 206, 31)
section-rule (388, 1117, 1503, 1119)
fibro-column-4: ನಿಯಂತ್ರಣಕ್ಕೆ ತರಲಾಗುತ್ತದೆ. ಇದಲ್ಲದೇ ಪರ್ಯಾಯವಾಗಿ ಅಕ್ಯುಪಂಕ್ಚರ್ ನೋವು ನಿವಾರಣೆಗೆ ಸಹಾಯ ಮಾಡಬಹುದು. ಮಸಾಜ್ ಚಿಕಿತ್ಸೆ ಮೂಲಕ ಸ್ನಾಯುಗಳ ಒತ್ತಡವನ್ನು ಕಡಿಮೆ ಮಾಡುತ್ತದೆ ಮತ್ತು ದೈಹಿಕ ವಿಶ್ರಾಂತಿಯನ್ನು ಉತ್ತೇಜಿಸುತ್ತದೆ. ಆರೋಗ್ಯಕರ ದೇಹದ ತೂಕ, ಸಮತೋಲಿತ ಆಹಾರ ಸೇವನೆ, ನಿಯಮಿತವಾಗಿ ವಿಶ್ರಾಂತಿ, ಉತ್ತಮ ಜೀವನಶೈಲಿಯನ್ನು ಅಭ್ಯಾಸ ಮಾಡಿಕೊಳ್ಳುವುದು ಮತ್ತು ಒತ್ತಡವನ್ನು ನಿರ್ವಹಿಸುವುದರ ಮೂಲಕ ಈ ರೋಗ ಬರದಂತೆ ನೋಡಿಕೊಳ್ಳಬಹುದು. ಪ್ರತಿ ದಿನ ಸಾಕಷ್ಟು ಅಂದರೆ ಮೂರು ಲೀಟರ್ ನೀರನ್ನು ಕುಡಿಯಬೇಕು. ಸಾರಾಂಶ ಒಟ್ಟಾರೆ ಹೇಳುವುದಾದರೆ ಫೈಬ್ರೋಮಯಾಲ್ಜಿಯಾ ಎಂದು ಸಂಕೀರ್ಣ ರೋಗ. ಇದನ್ನು ವೈಯಕ್ತಿಕ ನೆಲೆಯಲ್ಲಿ ನಿರ್ವಹಿಸುವ ಅಗತ್ಯವಿದೆ. ಇದನ್ನು ಗುಣಪಡಿಸಲು ಸಾಧ್ಯವಾಗದಿದ್ದರೂ ಔಷಧಿಗಳು, ಚಿಕಿತ್ಸೆಗಳು ಮತ್ತು ಜೀವನಶೈಲಿಯ ಬದಲಾವಣೆಗಳ ಸಂಯೋಜನೆಯು ರೋಗಲಕ್ಷಣಗಳನ್ನು ಕಡಿಮೆ ಮಾಡುವಲ್ಲಿ ಮತ್ತು ರೋಗಿಗಳ ಜೀವನದ ಗುಣಮಟ್ಟವನ್ನು ಗಮನಾರ್ಹವಾಗಿ ಸುಧಾರಿಸುತ್ತದೆ. ಫೈಬ್ರೋಮಯಾಲ್ಜಿಯಾ ರೋಗ ಇದೆ ಎಂದು ಗೊತ್ತಾಗಲು ಸಂಬಂಧಿಸಿ ರೋಗಲಕ್ಷಣಗಳನ್ನು ಎದುರಿಸುತ್ತಿದ್ದರೆ, ಆರೋಗ್ಯ ಪೂರೈಕೆದಾರರನ್ನು ವಿಚಾರಿಸಬೇಕು ಮತ್ತು ಸೂಕ್ತವಾದ ಚಿಕಿತ್ಸಾ ಯೋಜನೆಯನ್ನು ಅನುಸರಿಸಬೇಕು. (1227, 583, 1499, 948)
siruguppa-byline: ಹೊಸಪೇಟೆ ಟೈಮ್ಸ್ ನ್ಯೂಸ್ (400, 1830, 521, 1846)
hampi-body: ವಿಜಯನಗರ(ಹೊಸಪೇಟೆ): 2024–25 ನೇ ಸಾಲಿನ ಹಂಪಿ ಉತ್ಸವ ಫೆ.28 ಮತ್ತು ಮಾ.01, 02 ರಂದು ನಡೆಯಲಿರುವ ಹಿನ್ನೆಲೆಯಲ್ಲಿ ವಿವಿಧ ಮಳಿಗೆಗಳನ್ನು ಸಿದ್ಧಪಡಿಸಿ ವಸ್ತು ಪ್ರದರ್ಶನಕ್ಕಾಗಿ ವ್ಯವಸ್ಥೆಯನ್ನು ಮಾಡಲಾಗಿದೆ. ಮಳಿಗೆ ಕಾಯ್ದಿರಿಸಲು ಅರ್ಜಿ ಆಹ್ವಾನಿಸಲಾಗಿದೆ ಎಂದು ಹಂಪಿ ಉತ್ಸವದ ವಸ್ತು ಪ್ರದರ್ಶನ ಉಪ ಸಮಿತಿ ಅಧ್ಯಕ್ಷರು, ಕೃಷಿ ಇಲಾಖೆ ಜಂಟಿ ನಿರ್ದೇಶಕರಾದ ಎ.ಶರಣಪ್ಪ ಮುದುಗಲ್ ತಿಳಿಸಿದ್ದಾರೆ. ಹಂಪಿ ಉತ್ಸವದಲ್ಲಿ 10×10 ಅಡಿ ಅಳತೆಯ ಮಳಿಗೆಗಳನ್ನು ವಸ್ತು ಪ್ರದರ್ಶನಕ್ಕಾಗಿ ಮುಂಗಡವಾಗಿ ಕಾಯ್ದಿರಿಸಲು ಅವಕಾಶ ಕಲ್ಪಿಸಲಾಗಿದೆ. ಕಾಯ್ದಿರಿಸಲಾಗುವ ಮಳಿಗೆಗಳಿಗೆ ಆಸಕ್ತರು, ಹಂಪಿ ಉತ್ಸವ, ವಿಜಯನಗರ ಇವರ ಹೆಸರಿನಲ್ಲಿ ರೂ.5000 ಮೊತ್ತದ ಡಿ.ಡಿ.ಯನ್ನು ಫೆ.18, ಸಂಜೆ 5.30 ರೊಳಗಾಗಿ ಜಂಟಿ ಕೃಷಿ ನಿರ್ದೇಶಕರ ಕಚೇರಿ, ಸೆಂಟರ್ ಆಫ್ ಎಕ್ಸಲೆನ್ಸ್ ಕಟ್ಟಡ, ನ್ಯಾಷನಲ್ ಕಾಲೇಜ್ ಹಿಂಭಾಗ, ಎಸ್.ಆರ್.ನಗರ ಹೊಸಪೇಟೆ ದೂ.08394–583203 ಈ ವಿಳಾಸಕ್ಕೆ ತಲುಪಿಸಲು ತಿಳಿಸಲಾಗಿದೆ. ಹೆಚ್ಚಿನ ಮಾಹಿತಿಗಾಗಿ ಕಚೇರಿಯ ಅನಿಲ್ ಕುಮಾರ್ ಮೊ.9449135765 ಸಂಪರ್ಕಿಸಲು ಪ್ರಕಟಣೆಯಲ್ಲಿ ತಿಳಿಸಲಾಗಿದೆ. (22, 1552, 379, 1801)
gita-sign-off: ಹರಿ: ಓಂ (34, 1303, 74, 1318)
kittur-headline: ಕಿತ್ತೂರು ರಾಣಿ ಚೆನ್ನಮ್ಮ ಪ್ರಶಸ್ತಿಗೆ ಅರ್ಜಿ ಆಹ್ವಾನ (1188, 1785, 1442, 1874)
column-rule (385, 1771, 386, 2392)
